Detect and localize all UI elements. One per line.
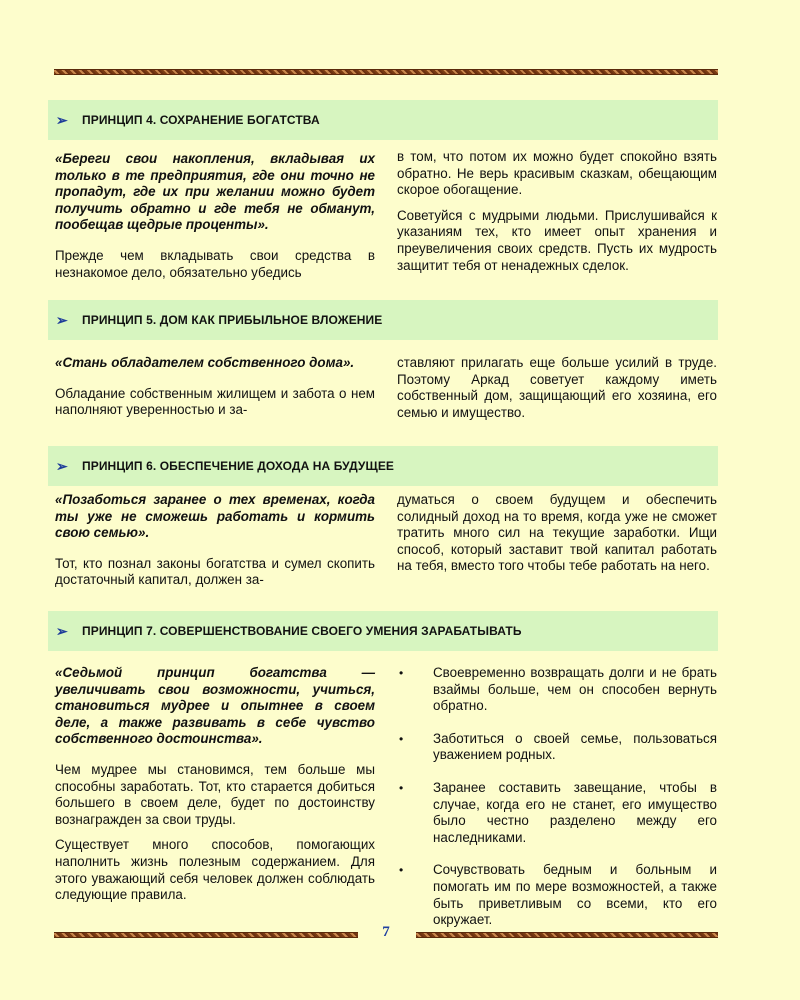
section-5-heading-text: ПРИНЦИП 5. ДОМ КАК ПРИБЫЛЬНОЕ ВЛОЖЕНИЕ (82, 313, 383, 327)
section-4-right-paragraph-1: в том, что потом их можно будет спокойно взять обратно. Не верь красивым сказкам, обещающим скорое обогащение. (397, 149, 717, 198)
section-4-right-paragraph-2: Советуйся с мудрыми людьми. Прислушивайся к указаниям тех, кто имеет опыт хранения и преувеличения своих средств. Пусть их мудрость защитит тебя от ненадежных сделок. (397, 207, 717, 273)
section-6-quote: «Позаботься заранее о тех временах, когда ты уже не сможешь работать и кормить свою семью». (55, 492, 375, 541)
section-7-left-column (55, 665, 375, 913)
section-6-heading-text: ПРИНЦИП 6. ОБЕСПЕЧЕНИЕ ДОХОДА НА БУДУЩЕЕ (82, 459, 395, 473)
list-item: • Заранее составить завещание, чтобы в случае, когда его не станет, его имущество было честно разделено между его наследниками. (397, 780, 717, 846)
rules-list (397, 665, 717, 929)
section-5-left-column (55, 355, 375, 428)
section-5-quote: «Стань обладателем собственного дома». (55, 355, 355, 370)
decorative-rope-bottom-left (54, 932, 358, 938)
section-4-left-column (55, 151, 375, 290)
arrow-bullet-icon: ➢ (56, 311, 68, 328)
page-number: 7 (382, 924, 390, 940)
section-6-right-paragraph-1: думаться о своем будущем и обеспечить солидный доход на то время, когда уже не сможет тратить много сил на текущие заработки. Ищи способ, который заставит твой капитал работать на тебя, вместо того чтобы тебе работать на него. (397, 492, 717, 574)
section-7-heading (48, 611, 718, 651)
section-4-heading (48, 100, 718, 140)
decorative-rope-top (54, 69, 718, 75)
list-item: • Сочувствовать бедным и больным и помогать им по мере возможностей, а также быть приветливым со всеми, кто его окружает. (397, 862, 717, 928)
list-item: • Своевременно возвращать долги и не брать взаймы больше, чем он способен вернуть обратно. (397, 665, 717, 715)
section-5-left-text: Обладание собственным жилищем и забота о нем наполняют уверенностью и за- (55, 385, 375, 418)
section-5-heading (48, 300, 718, 340)
section-6-right-column (397, 492, 717, 584)
arrow-bullet-icon: ➢ (56, 457, 68, 474)
section-4-right-column (397, 149, 717, 283)
section-4-quote: «Береги свои накопления, вкладывая их только в те предприятия, где они точно не пропадут, где их при желании можно будет получить обратно и где тебя не обманут, пообещав щедрые проценты». (55, 151, 375, 233)
section-7-quote: «Седьмой принцип богатства — увеличивать свои возможности, учиться, становиться мудрее и опытнее в своем деле, а также развивать в себе чувство собственного достоинства». (55, 665, 375, 747)
section-7-left-paragraph-1: Чем мудрее мы становимся, тем больше мы способны заработать. Тот, кто старается добиться большего в своем деле, будет по достоинству вознагражден за свои труды. (55, 761, 375, 827)
arrow-bullet-icon: ➢ (56, 622, 68, 639)
section-7-heading-text: ПРИНЦИП 7. СОВЕРШЕНСТВОВАНИЕ СВОЕГО УМЕНИЯ ЗАРАБАТЫВАТЬ (82, 624, 522, 638)
decorative-rope-bottom-right (416, 932, 718, 938)
section-7-left-paragraph-2: Существует много способов, помогающих наполнить жизнь полезным содержанием. Для этого уважающий себя человек должен соблюдать следующие правила. (55, 837, 375, 903)
section-6-heading (48, 446, 718, 486)
section-6-left-text: Тот, кто познал законы богатства и сумел скопить достаточный капитал, должен за- (55, 555, 375, 588)
list-item: • Заботиться о своей семье, пользоваться уважением родных. (397, 731, 717, 764)
section-5-right-column (397, 355, 717, 430)
section-4-left-text: Прежде чем вкладывать свои средства в незнакомое дело, обязательно убедись (55, 247, 375, 280)
section-6-left-column (55, 492, 375, 598)
arrow-bullet-icon: ➢ (56, 111, 68, 128)
section-5-right-paragraph-1: ставляют прилагать еще больше усилий в труде. Поэтому Аркад советует каждому иметь собственный дом, защищающий его хозяина, его семью и имущество. (397, 355, 717, 420)
section-4-heading-text: ПРИНЦИП 4. СОХРАНЕНИЕ БОГАТСТВА (82, 113, 320, 127)
section-7-right-column (397, 665, 717, 945)
